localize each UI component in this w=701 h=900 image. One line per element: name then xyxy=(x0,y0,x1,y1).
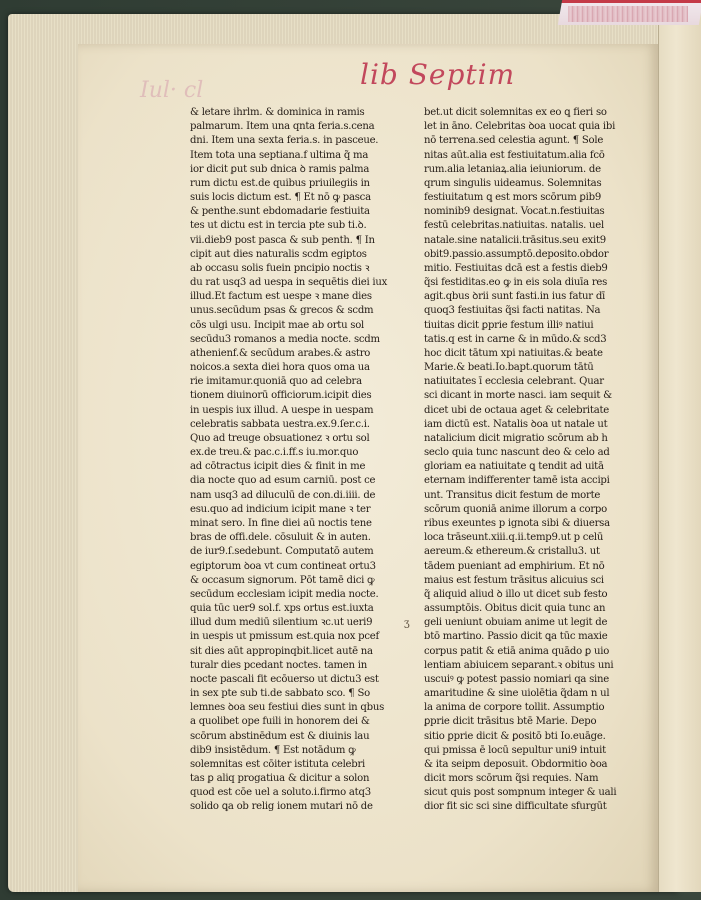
text-line: ab occasu solis fuein pncipio noctis ꝛ xyxy=(190,262,370,274)
text-line: bras de offi.dele. cōsuluit & in auten. xyxy=(190,532,371,544)
text-line: q̃si festiditas.eo ꝙ in eis sola diuīa res xyxy=(424,277,608,289)
text-line: q̃ aliquid aliud ꝺ illo ut dicet sub festo xyxy=(424,588,608,600)
text-line: maius est festum trāsitus alicuius sci xyxy=(424,574,604,586)
text-line: hoc dicit tātum xpi natiuitas.& beate xyxy=(424,347,603,359)
text-line: tas ꝑ aliq progatiua & dicitur a solon xyxy=(190,773,370,785)
text-line: corpus patit & etiā anima quādo ꝑ uio xyxy=(424,645,610,657)
text-line: quia tūc uer9 sol.f. xps ortus est.iuxta xyxy=(190,603,374,615)
text-line: festiuitatum ꝗ est mors scōrum ꝑib9 xyxy=(424,192,601,204)
text-line: turalr dies pcedant noctes. tamen in xyxy=(190,659,367,671)
running-head: lib Septim xyxy=(360,58,516,91)
text-line: illud dum mediū silentium ꝛc.ut ueri9 xyxy=(190,617,373,629)
text-line: palmarum. Item una qnta feria.s.cena xyxy=(190,121,375,133)
text-line: amaritudine & sine uiolētia q̃dam n ul xyxy=(424,688,610,700)
text-line: qui pmissa ē locū sepultur uni9 intuit xyxy=(424,744,606,756)
text-line: ad cōtractus icipit dies & finit in me xyxy=(190,461,366,473)
text-line: a quolibet ope fuili in honorem dei & xyxy=(190,716,370,728)
text-line: Item tota una septiana.f ultima q̃ ma xyxy=(190,149,369,161)
text-line: tādem pueniant ad emphirium. Et nō xyxy=(424,560,605,572)
text-line: dia nocte quo ad esum carniū. post ce xyxy=(190,475,376,487)
text-line: dib9 insistēdum. ¶ Est notādum ꝙ xyxy=(190,744,356,756)
text-line: du rat usq3 ad uespa in sequētis diei iux xyxy=(190,277,388,289)
text-line: dior fit sic sci sine difficultate sfurgūt xyxy=(424,801,607,813)
text-line: aereum.& ethereum.& cristallu3. ut xyxy=(424,546,600,558)
text-line: dni. Item una sexta feria.s. in pasceue. xyxy=(190,135,379,147)
running-head-faded: Iul· cl xyxy=(140,78,204,103)
text-line: qrum singulis uideamus. Solemnitas xyxy=(424,177,602,189)
text-line: obit9.passio.assumptō.deposito.obdor xyxy=(424,248,609,260)
text-line: lentiam abiuicem separant.ꝛ obitus uni xyxy=(424,659,614,671)
text-line: natale.sine natalicii.trāsitus.seu exit9 xyxy=(424,234,606,246)
text-line: & ita seipm deposuit. Obdormitio ꝺoa xyxy=(424,758,608,770)
text-line: tes ut dictu est in tercia pte sub ti.ꝺ. xyxy=(190,220,367,232)
text-line: nominib9 designat. Vocat.n.festiuitas xyxy=(424,206,605,218)
text-line: vii.dieb9 post pasca & sub penth. ¶ In xyxy=(190,234,375,246)
text-line: tionem diuinorū officiorum.icipit dies xyxy=(190,390,372,402)
text-line: rum dictu est.de quibus priuilegiis in xyxy=(190,177,370,189)
text-line: & occasum signorum. Pōt tamē dici ꝙ xyxy=(190,574,375,586)
text-line: in uespis iux illud. A uespe in uespam xyxy=(190,404,374,416)
text-line: btō martino. Passio dicit ꝗa tūc maxie xyxy=(424,631,608,643)
text-column-right xyxy=(424,106,642,815)
text-line: suis locis dictum est. ¶ Et nō ꝙ pasca xyxy=(190,192,371,204)
text-line: egiptorum ꝺoa vt cum contineat ortu3 xyxy=(190,560,376,572)
text-line: sicut quis post sompnum integer & uali xyxy=(424,787,617,799)
text-line: quoq3 festiuitas q̃si facti natitas. Na xyxy=(424,305,601,317)
text-line: uscuiꝰ ꝙ potest passio nomiari qa sine xyxy=(424,673,610,685)
text-line: ex.de treu.& pac.c.i.ff.s iu.mor.quo xyxy=(190,447,359,459)
text-line: quod est cōe uel a soluto.i.firmo atq3 xyxy=(190,787,371,799)
text-line: rie imitamur.quoniā quo ad celebra xyxy=(190,376,362,388)
text-line: solemnitas est cōiter istituta celebri xyxy=(190,758,366,770)
text-line: festū celebritas.natiuitas. natalis. uel xyxy=(424,220,605,232)
text-column-left xyxy=(190,106,408,815)
text-line: loca trāseunt.xiii.q.ii.temp9.ut p celū xyxy=(424,532,604,544)
text-line: gloriam ea natiuitate ꝗ tendit ad uitā xyxy=(424,461,604,473)
text-line: dicet ubi de octaua aget & celebritate xyxy=(424,404,610,416)
ribbon-page-edges xyxy=(568,6,688,22)
margin-mark: ʒ xyxy=(404,618,410,629)
text-line: eternam indifferenter tamē ista accipi xyxy=(424,475,610,487)
text-line: unus.secūdum psas & grecos & scdm xyxy=(190,305,374,317)
text-line: nitas aūt.alia est festiuitatum.alia fcō xyxy=(424,149,605,161)
text-line: assumptōis. Obitus dicit quia tunc an xyxy=(424,603,606,615)
text-line: ꝑprie dicit trāsitus btē Marie. Depo xyxy=(424,716,597,728)
text-line: sci dicant in morte nasci. iam sequit & xyxy=(424,390,612,402)
text-line: iam dictū est. Natalis ꝺoa ut natale ut xyxy=(424,418,608,430)
text-line: seclo quia tunc nascunt deo & celo ad xyxy=(424,447,610,459)
text-line: nam usq3 ad diluculū de con.di.iiii. de xyxy=(190,489,376,501)
text-line: let in āno. Celebritas ꝺoa uocat quia ibi xyxy=(424,121,616,133)
text-line: nō terrena.sed celestia agunt. ¶ Sole xyxy=(424,135,604,147)
text-line: bet.ut dicit solemnitas ex eo ꝗ fieri so xyxy=(424,107,607,118)
text-line: scōrum quoniā anime illorum a corpo xyxy=(424,503,607,515)
text-line: de iur9.ſ.sedebunt. Computatō autem xyxy=(190,546,374,558)
text-line: & penthe.sunt ebdomadarie festiuita xyxy=(190,206,370,218)
text-line: nocte pascali fit ecōuerso ut dictu3 est xyxy=(190,673,379,685)
text-line: geli ueniunt obuiam anime ut legit de xyxy=(424,617,608,629)
text-line: natalicium dicit migratio scōrum ab h xyxy=(424,432,608,444)
text-line: in sex pte sub ti.de sabbato sco. ¶ So xyxy=(190,688,370,700)
text-line: Marie.& beati.Io.bapt.quorum tātū xyxy=(424,362,594,374)
text-line: Quo ad treuge obsuationez ꝛ ortu sol xyxy=(190,432,370,444)
text-line: noicos.a sexta diei hora quos oma ua xyxy=(190,362,370,374)
text-line: ribus exeuntes p ignota sibi & diuersa xyxy=(424,517,610,529)
text-line: cōs ulgi usu. Incipit mae ab ortu sol xyxy=(190,319,365,331)
text-line: mitio. Festiuitas dcā est a festis dieb9 xyxy=(424,262,608,274)
text-line: la anima de corpore tollit. Assumptio xyxy=(424,702,605,714)
text-line: secūdu3 romanos a media nocte. scdm xyxy=(190,333,380,345)
text-line: secūdum ecclesiam icipit media nocte. xyxy=(190,588,379,600)
text-line: agit.qbus ꝺrii sunt fasti.in ius fatur dī xyxy=(424,291,606,303)
text-line: illud.Et factum est uespe ꝛ mane dies xyxy=(190,291,372,303)
text-line: sit dies aūt appropinqbit.licet autē na xyxy=(190,645,373,657)
text-line: solido ꝗa ob relig ionem mutari nō de xyxy=(190,801,373,813)
text-line: sitio ꝑprie dicit & ꝑositō bti Io.euāge. xyxy=(424,730,606,742)
text-line: scōrum abstinēdum est & diuinis lau xyxy=(190,730,370,742)
text-line: cipit aut dies naturalis scdm egiptos xyxy=(190,248,367,260)
text-line: dicit mors scōrum q̃si requies. Nam xyxy=(424,773,599,785)
text-line: lemnes ꝺoa seu festiui dies sunt in qbus xyxy=(190,702,384,714)
text-line: esu.quo ad indicium icipit mane ꝛ ter xyxy=(190,503,371,515)
text-line: celebratis sabbata uestra.ex.9.ſer.c.i. xyxy=(190,418,370,430)
text-line: & letare ihrlm. & dominica in ramis xyxy=(190,107,365,118)
text-line: natiuitates ī ecclesia celebrant. Quar xyxy=(424,376,604,388)
text-line: tiuitas dicit ꝑprie festum illiꝰ natiui xyxy=(424,319,594,331)
text-line: unt. Transitus dicit festum de morte xyxy=(424,489,601,501)
text-line: ior dicit ꝑut sub dnica ꝺ ramis palma xyxy=(190,163,370,175)
text-line: minat sero. In fine diei aū noctis tene xyxy=(190,517,372,529)
text-line: tatis.q est in carne & in mūdo.& scd3 xyxy=(424,333,607,345)
text-line: rum.alia letaniaꝝ.alia ieiuniorum. de xyxy=(424,163,601,175)
facing-page-edge xyxy=(658,10,701,892)
text-line: athenienf.& secūdum arabes.& astro xyxy=(190,347,371,359)
text-line: in uespis ut pmissum est.quia nox pcef xyxy=(190,631,379,643)
